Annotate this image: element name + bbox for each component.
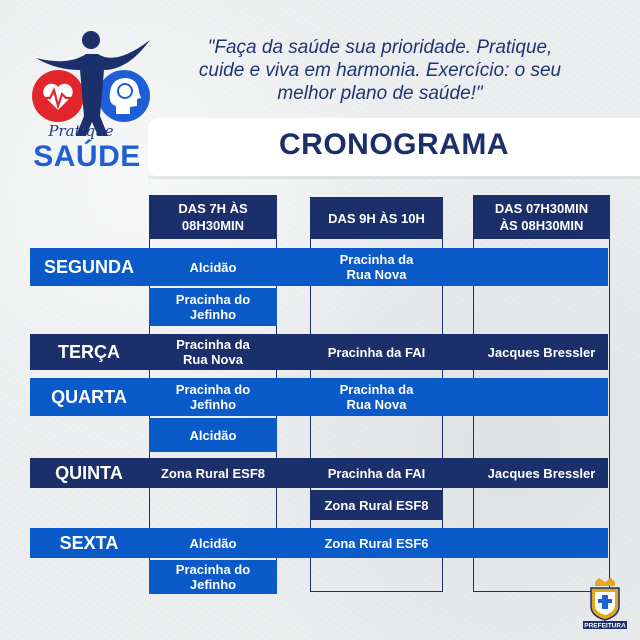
schedule-cell: Pracinha do Jefinho xyxy=(149,560,277,594)
column-header-2: DAS 9H ÀS 10H xyxy=(310,197,443,239)
schedule-cell: Alcidão xyxy=(149,418,277,452)
day-label-quinta: QUINTA xyxy=(55,462,123,483)
day-label-segunda: SEGUNDA xyxy=(43,256,134,277)
day-label-quarta: QUARTA xyxy=(51,386,127,407)
schedule-cell: Jacques Bressler xyxy=(487,465,596,481)
schedule-cell: Alcidão xyxy=(189,259,237,275)
column-header-1: DAS 7H ÀS 08H30MIN xyxy=(149,195,277,239)
schedule-cell: Alcidão xyxy=(189,535,237,551)
schedule-cell: Zona Rural ESF6 xyxy=(324,535,429,551)
logo-word-text: SAÚDE xyxy=(33,140,141,173)
schedule-cell: Pracinha do Jefinho xyxy=(175,382,251,412)
schedule-cell: Pracinha da Rua Nova xyxy=(176,337,250,367)
schedule-cell: Pracinha da FAI xyxy=(327,465,426,481)
quote-line-3: melhor plano de saúde!" xyxy=(277,83,483,104)
schedule-cell: Pracinha da Rua Nova xyxy=(339,252,414,282)
day-label-sexta: SEXTA xyxy=(59,532,119,553)
schedule-cell: Pracinha do Jefinho xyxy=(149,288,277,326)
schedule-cell: Zona Rural ESF8 xyxy=(310,490,443,520)
column-header-3: DAS 07H30MIN ÀS 08H30MIN xyxy=(473,195,610,239)
quote-line-1: "Faça da saúde sua prioridade. Pratique, xyxy=(207,37,553,58)
schedule-cell: Zona Rural ESF8 xyxy=(160,465,266,481)
quote-line-2: cuide e viva em harmonia. Exercício: o seu xyxy=(198,60,562,81)
motivational-quote xyxy=(160,36,600,105)
schedule-cell: Pracinha da FAI xyxy=(327,344,426,360)
day-label-terca: TERÇA xyxy=(58,341,120,362)
schedule-cell: Pracinha da Rua Nova xyxy=(339,382,414,412)
city-crest-icon xyxy=(581,576,629,632)
page-title: CRONOGRAMA xyxy=(279,128,509,161)
schedule-cell: Jacques Bressler xyxy=(487,344,596,360)
title-banner-shadow xyxy=(148,176,640,179)
logo-script-text: Pratique xyxy=(48,122,114,140)
prefeitura-label: PREFEITURA xyxy=(584,622,626,630)
